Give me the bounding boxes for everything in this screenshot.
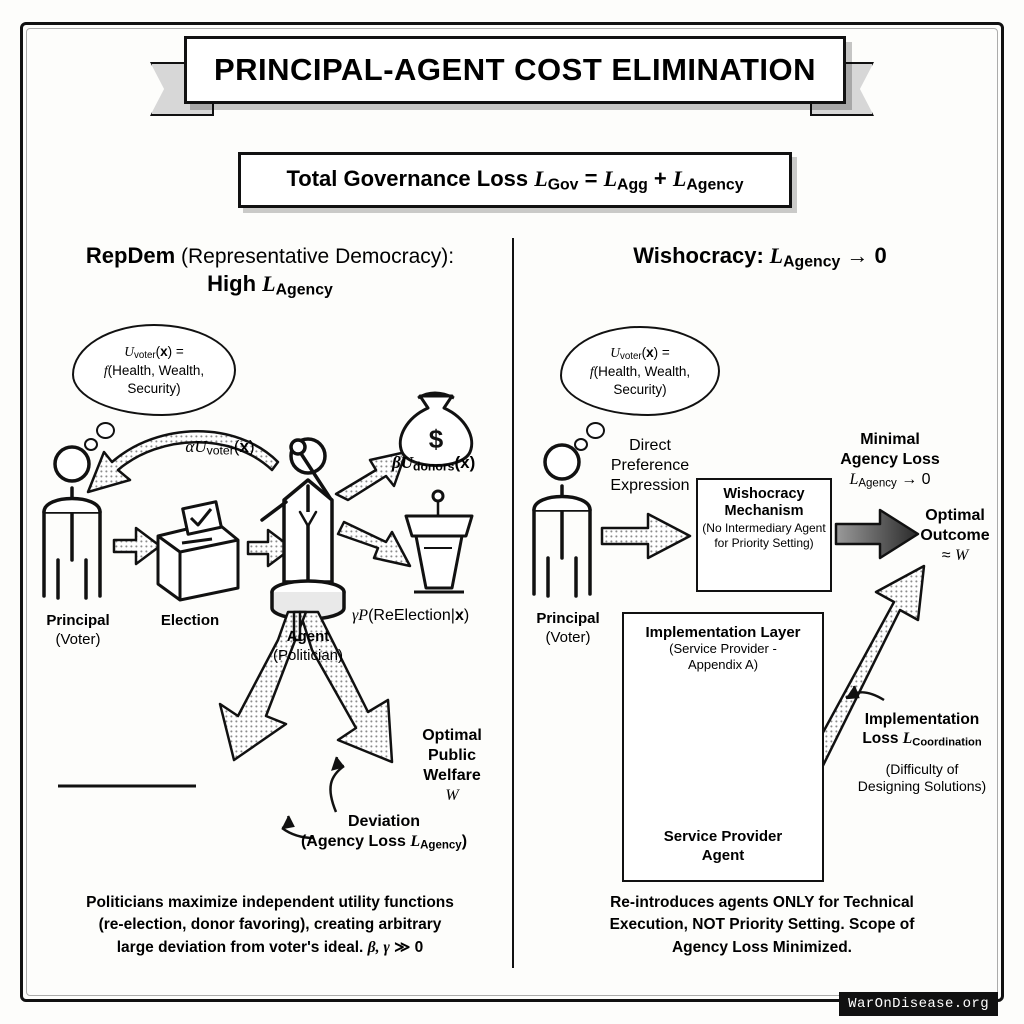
arrow-gamma-reelection: [338, 522, 410, 566]
wishocracy-mechanism-box: [696, 478, 832, 592]
page-title: PRINCIPAL-AGENT COST ELIMINATION: [213, 52, 817, 87]
left-heading-line2: High $L_{Agency}$: [207, 271, 333, 299]
left-heading-main: RepDem: [85, 243, 176, 268]
right-principal-title: Principal: [536, 610, 600, 627]
right-principal-sub: (Voter): [545, 628, 591, 646]
left-bubble-dot-large: [96, 422, 115, 439]
right-heading-formula: $L_{Agency} \to 0$: [769, 243, 887, 271]
left-bubble-dot-small: [84, 438, 98, 451]
direct-preference-label: Direct Preference Expression: [610, 437, 690, 494]
left-heading-sub: (Representative Democracy):: [181, 245, 455, 268]
right-panel-caption: Re-introduces agents ONLY for Technical Execution, NOT Priority Setting. Scope of Agency Loss Minimized.: [609, 894, 915, 956]
minimal-agency-loss-label: Minimal Agency Loss $L_{Agency} \to 0$: [840, 431, 940, 490]
optimal-outcome-label: Optimal Outcome ≈ W: [920, 507, 990, 564]
agent-label: [248, 628, 368, 666]
left-thought-bubble: [72, 324, 236, 416]
left-principal-figure: [44, 447, 100, 598]
left-principal-sub: (Voter): [55, 630, 101, 648]
agent-title: Agent: [286, 628, 330, 645]
arrow-principal-to-election: [114, 528, 160, 564]
arrow-direct-preference: [602, 514, 690, 558]
optimal-welfare-label: Optimal Public Welfare W: [422, 727, 482, 804]
service-provider-agent-label: Service Provider Agent: [663, 828, 783, 864]
right-principal-label: [508, 610, 628, 648]
right-principal-figure: [534, 445, 590, 596]
impl-title: Implementation Layer: [645, 624, 801, 641]
deviation-label: Deviation (Agency Loss $L_{Agency}$): [300, 813, 468, 852]
alpha-utility-label: $\alpha U_{voter}(x)$: [185, 437, 255, 458]
left-principal-label: [18, 612, 138, 650]
left-principal-title: Principal: [46, 612, 110, 629]
implementation-loss-sub: (Difficulty of Designing Solutions): [857, 760, 987, 795]
podium-icon: [406, 491, 472, 592]
right-thought-bubble: [560, 326, 720, 416]
mechanism-sub: (No Intermediary Agent for Priority Setting): [702, 521, 826, 550]
ballot-box-icon: [158, 502, 238, 600]
right-heading-main: Wishocracy:: [633, 243, 764, 268]
agent-sub: (Politician): [272, 646, 344, 664]
left-panel-caption: Politicians maximize independent utility functions (re-election, donor favoring), creating arbitrary large deviation from voter's ideal. β, γ ≫ 0: [86, 894, 454, 956]
beta-donors-label: $\beta U_{donors}(x)$: [392, 453, 476, 474]
governance-loss-equation: Total Governance Loss $L_{Gov} = L_{Agg} + L_{Agency}$: [286, 165, 744, 194]
gamma-reelection-label: γP(ReElection|x): [352, 607, 470, 624]
left-bubble-text: $U_{voter}(x)$ = f(Health, Wealth, Security): [103, 343, 205, 396]
watermark: WarOnDisease.org: [839, 992, 998, 1016]
right-bubble-dot-small: [574, 438, 588, 451]
right-bubble-text: $U_{voter}(x)$ = f(Health, Wealth, Security): [589, 344, 691, 397]
election-label: Election: [160, 612, 220, 629]
impl-sub: (Service Provider - Appendix A): [669, 641, 777, 673]
svg-text:$: $: [428, 424, 444, 454]
mechanism-title: Wishocracy Mechanism: [723, 486, 805, 519]
deviation-title: Deviation: [347, 813, 420, 830]
implementation-loss-label: Implementation Loss $L_{Coordination}$ (Difficulty of Designing Solutions): [836, 710, 1008, 796]
